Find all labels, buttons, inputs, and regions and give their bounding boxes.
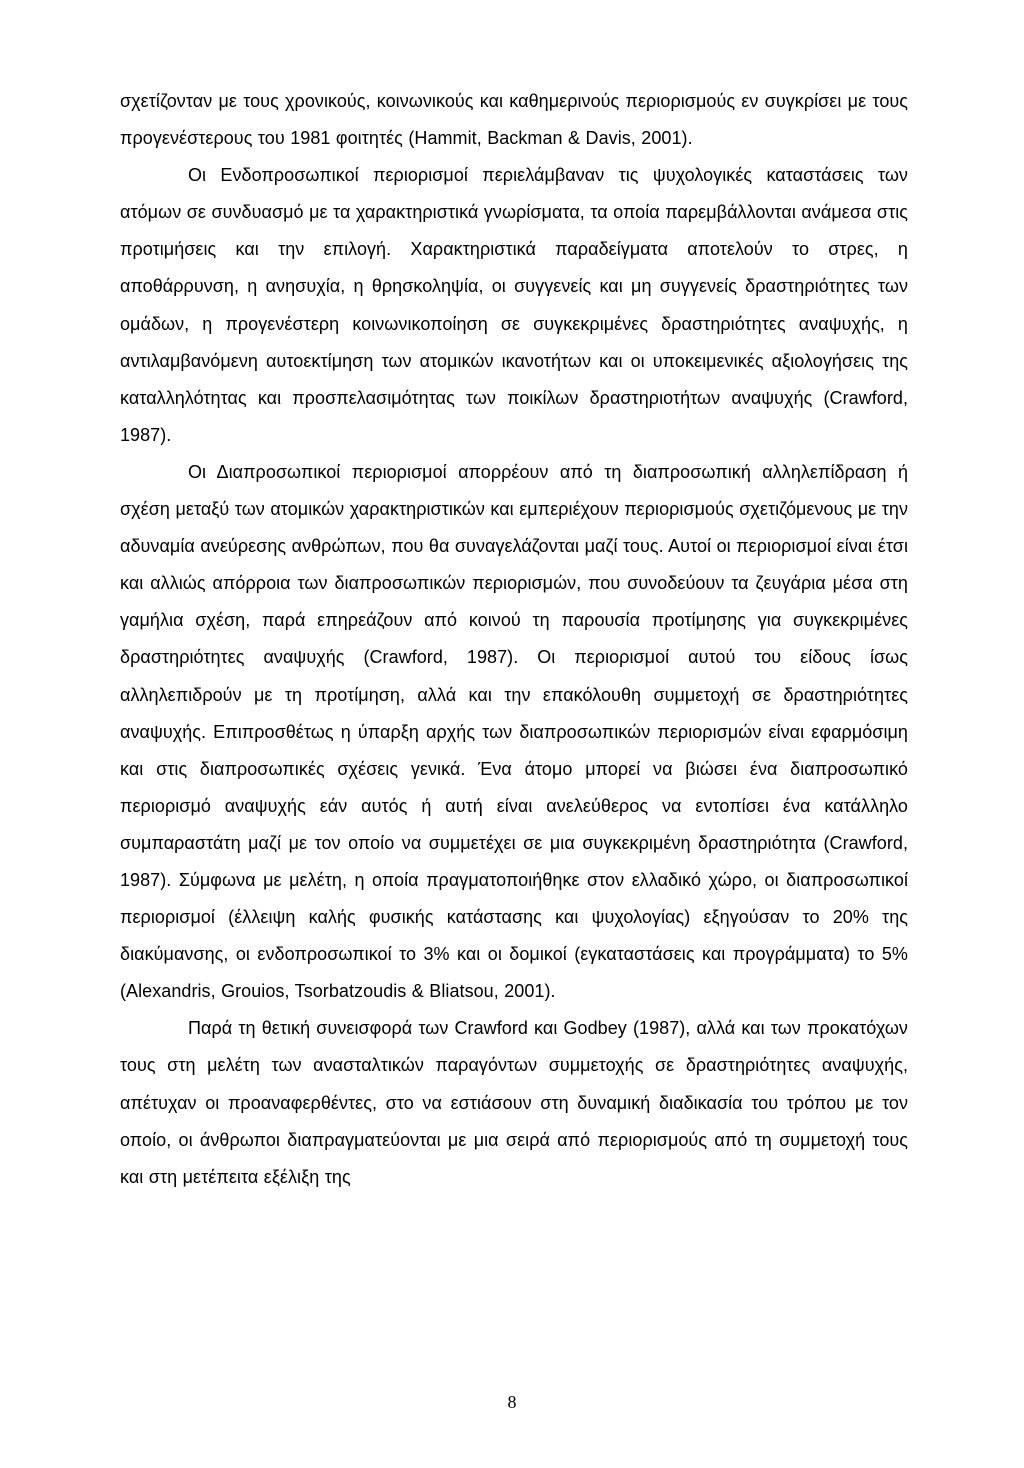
paragraph-crawford-godbey: Παρά τη θετική συνεισφορά των Crawford και Godbey (1987), αλλά και των προκατόχων τους στη μελέτη των ανασταλτικών παραγόντων συμμετοχής σε δραστηριότητες αναψυχής, απέτυχαν οι προαναφερθέντες, στο να εστιάσουν στη δυναμική διαδικασία του τρόπου με τον οποίο, οι άνθρωποι διαπραγματεύονται με μια σειρά από περιορισμούς από τη συμμετοχή τους και στη μετέπειτα εξέλιξη της [120,1018,908,1187]
document-body [120,83,908,1196]
page-number: 8 [507,1392,517,1412]
paragraph-interpersonal-constraints: Οι Διαπροσωπικοί περιορισμοί απορρέουν από τη διαπροσωπική αλληλεπίδραση ή σχέση μεταξύ των ατομικών χαρακτηριστικών και εμπεριέχουν περιορισμούς σχετιζόμενους με την αδυναμία ανεύρεσης ανθρώπων, που θα συναγελάζονται μαζί τους. Αυτοί οι περιορισμοί είναι έτσι και αλλιώς απόρροια των διαπροσωπικών περιορισμών, που συνοδεύουν τα ζευγάρια μέσα στη γαμήλια σχέση, παρά επηρεάζουν από κοινού τη παρουσία προτίμησης για συγκεκριμένες δραστηριότητες αναψυχής (Crawford, 1987). Οι περιορισμοί αυτού του είδους ίσως αλληλεπιδρούν με τη προτίμηση, αλλά και την επακόλουθη συμμετοχή σε δραστηριότητες αναψυχής. Επιπροσθέτως η ύπαρξη αρχής των διαπροσωπικών περιορισμών είναι εφαρμόσιμη και στις διαπροσωπικές σχέσεις γενικά. Ένα άτομο μπορεί να βιώσει ένα διαπροσωπικό περιορισμό αναψυχής εάν αυτός ή αυτή είναι ανελεύθερος να εντοπίσει ένα κατάλληλο συμπαραστάτη μαζί με τον οποίο να συμμετέχει σε μια συγκεκριμένη δραστηριότητα (Crawford, 1987). Σύμφωνα με μελέτη, η οποία πραγματοποιήθηκε στον ελλαδικό χώρο, οι διαπροσωπικοί περιορισμοί (έλλειψη καλής φυσικής κατάστασης και ψυχολογίας) εξηγούσαν το 20% της διακύμανσης, οι ενδοπροσωπικοί το 3% και οι δομικοί (εγκαταστάσεις και προγράμματα) το 5% (Alexandris, Grouios, Tsorbatzoudis & Bliatsou, 2001). [120,461,908,1002]
paragraph-intrapersonal-constraints: Οι Ενδοπροσωπικοί περιορισμοί περιελάμβαναν τις ψυχολογικές καταστάσεις των ατόμων σε συνδυασμό με τα χαρακτηριστικά γνωρίσματα, τα οποία παρεμβάλλονται ανάμεσα στις προτιμήσεις και την επιλογή. Χαρακτηριστικά παραδείγματα αποτελούν το στρες, η αποθάρρυνση, η ανησυχία, η θρησκοληψία, οι συγγενείς και μη συγγενείς δραστηριότητες των ομάδων, η προγενέστερη κοινωνικοποίηση σε συγκεκριμένες δραστηριότητες αναψυχής, η αντιλαμβανόμενη αυτοεκτίμηση των ατομικών ικανοτήτων και οι υποκειμενικές αξιολογήσεις της καταλληλότητας και προσπελασιμότητας των ποικίλων δραστηριοτήτων αναψυχής (Crawford, 1987). [120,165,908,445]
paragraph-continuation: σχετίζονταν με τους χρονικούς, κοινωνικούς και καθημερινούς περιορισμούς εν συγκρίσει με τους προγενέστερους του 1981 φοιτητές (Hammit, Backman & Davis, 2001). [120,91,908,149]
